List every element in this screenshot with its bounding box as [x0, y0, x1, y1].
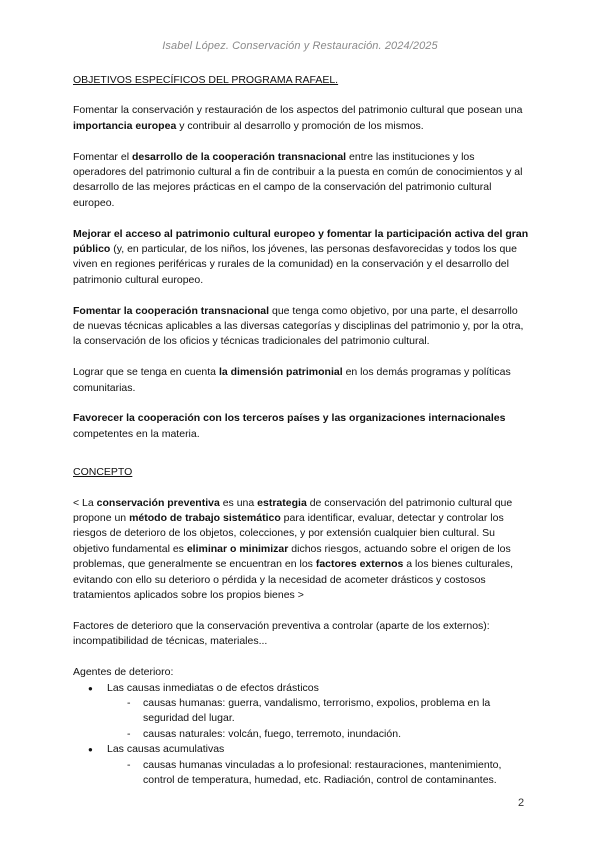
- agentes-title: Agentes de deterioro:: [73, 666, 174, 679]
- paragraph-definicion: < La conservación preventiva es una estrategia de conservación del patrimonio cultural que propone un método de trabajo sistemático para identificar, evaluar, detectar y controlar los riesgos de deterioro de los objetos, colecciones, y por extensión cualquier bien cultural. Su objetivo fundamental es eliminar o minimizar dichos riesgos, actuando sobre el origen de los problemas, que generalmente se encuentran en los factores externos a los bienes culturales, evitando con ello su deterioro o pérdida y la necesidad de acometer drásticos y costosos tratamientos aplicados sobre los propios bienes >: [73, 496, 514, 602]
- paragraph-objetivo-6: Favorecer la cooperación con los terceros países y las organizaciones internacionales competentes en la materia.: [73, 412, 506, 440]
- list-item: ● Las causas acumulativas: [73, 742, 529, 757]
- paragraph-objetivo-1: Fomentar la conservación y restauración de los aspectos del patrimonio cultural que posean una importancia europea y contribuir al desarrollo y promoción de los mismos.: [73, 104, 523, 132]
- list-item: ● Las causas inmediatas o de efectos drásticos: [73, 681, 529, 696]
- section-heading-objetivos: OBJETIVOS ESPECÍFICOS DEL PROGRAMA RAFAEL.: [73, 74, 339, 86]
- list-item: - causas humanas: guerra, vandalismo, terrorismo, expolios, problema en la seguridad del lugar.: [73, 696, 529, 727]
- list-item: - causas humanas vinculadas a lo profesional: restauraciones, mantenimiento, control de temperatura, humedad, etc. Radiación, control de contaminantes.: [73, 758, 529, 789]
- section-heading-concepto: CONCEPTO: [73, 466, 133, 479]
- agentes-sublist: [73, 758, 529, 789]
- paragraph-objetivo-5: Lograr que se tenga en cuenta la dimensión patrimonial en los demás programas y políticas comunitarias.: [73, 366, 511, 394]
- list-item: - causas naturales: volcán, fuego, terremoto, inundación.: [73, 727, 529, 742]
- agentes-sublist: [73, 696, 529, 742]
- document-body: [73, 73, 529, 788]
- paragraph-objetivo-3: Mejorar el acceso al patrimonio cultural europeo y fomentar la participación activa del gran público (y, en particular, de los niños, los jóvenes, las personas desfavorecidas y todos los que viven en regiones periféricas y rurales de la comunidad) en la conservación y el desarrollo del patrimonio cultural europeo.: [73, 227, 529, 286]
- page-number: 2: [518, 797, 525, 809]
- agentes-list: [73, 681, 529, 696]
- paragraph-factores: Factores de deterioro que la conservación preventiva a controlar (aparte de los externos): incompatibilidad de técnicas, materiales...: [73, 619, 490, 648]
- paragraph-objetivo-4: Fomentar la cooperación transnacional que tenga como objetivo, por una parte, el desarrollo de nuevas técnicas aplicables a las diversas categorías y disciplinas del patrimonio y, por la otra, la conservación de los oficios y técnicas tradicionales del patrimonio cultural.: [73, 304, 524, 348]
- agentes-list: [73, 742, 529, 757]
- page-header: Isabel López. Conservación y Restauración. 2024/2025: [162, 40, 438, 52]
- paragraph-objetivo-2: Fomentar el desarrollo de la cooperación transnacional entre las instituciones y los operadores del patrimonio cultural a fin de contribuir a la puesta en común de conocimientos y al desarrollo de las mejores prácticas en el campo de la conservación del patrimonio cultural europeo.: [73, 150, 523, 209]
